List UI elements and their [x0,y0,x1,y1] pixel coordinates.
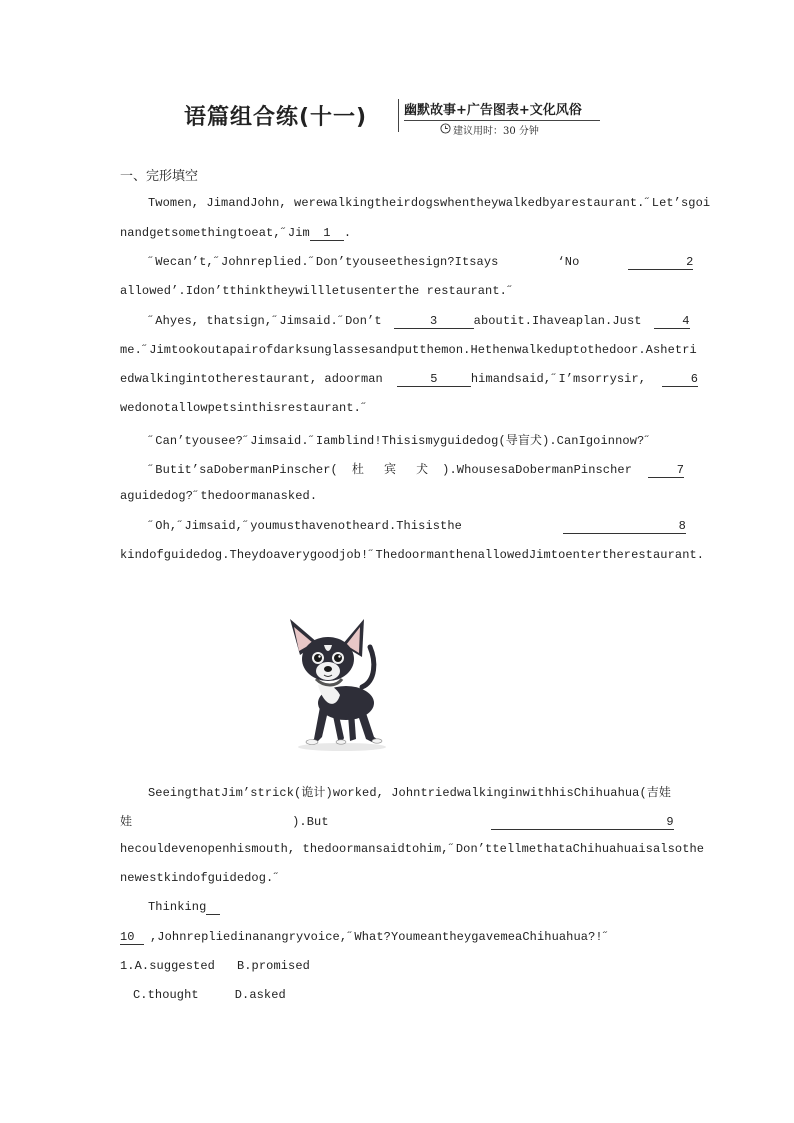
passage-text: aboutit.Ihaveaplan.Just [473,314,642,328]
question-1-row-2 [133,988,286,1002]
passage-text: ˝Oh,˝Jimsaid,˝youmusthavenotheard.Thisisthe [148,519,462,533]
passage-line-15 [120,812,674,830]
clock-icon [440,123,451,137]
passage-text: ˝Can’tyousee?˝Jimsaid.˝Iamblind!Thisismyguidedog( [148,434,506,448]
passage-line-11: aguidedog?˝thedoormanasked. [120,489,318,503]
passage-text: ‘No [557,255,580,269]
section-heading: 一、完形填空 [120,169,199,184]
option-c[interactable]: C.thought [133,988,199,1002]
passage-text-cn: 吉娃 [646,785,671,799]
passage-text: edwalkingintotherestaurant, adoorman [120,372,383,386]
blank-5: 5 [397,372,471,387]
blank-underline [206,900,220,915]
passage-line-1: Twomen, JimandJohn, werewalkingtheirdogswhentheywalkedbyarestaurant.˝Let’sgoi [148,196,711,210]
passage-text: nandgetsomethingtoeat,˝Jim [120,226,310,240]
passage-text-cn: 杜 [351,462,364,476]
header-divider [398,99,399,132]
blank-1: 1 [310,226,344,241]
blank-8: 8 [563,519,686,534]
blank-4: 4 [654,314,690,329]
blank-6: 6 [662,372,698,387]
passage-line-16: hecouldevenopenhismouth, thedoormansaidtohim,˝Don’ttellmethataChihuahuaisalsothe [120,842,705,856]
passage-line-9 [148,431,652,448]
passage-line-4: allowed’.Idon’tthinktheywillletusenterthe restaurant.˝ [120,284,515,298]
passage-line-5 [148,314,690,329]
passage-line-19 [120,930,610,945]
passage-line-8: wedonotallowpetsinthisrestaurant.˝ [120,401,369,415]
passage-line-10 [148,460,684,478]
passage-text-cn: 导盲犬 [505,433,543,447]
question-1-row-1 [120,959,310,973]
question-number: 1. [120,959,135,973]
time-suggestion [440,122,600,137]
passage-line-12 [148,519,686,534]
blank-10: 10 [120,930,144,945]
passage-line-3 [148,255,693,270]
option-b[interactable]: B.promised [236,959,310,973]
passage-text-cn: 犬 [416,462,429,476]
option-a[interactable]: A.suggested [134,959,215,973]
blank-7: 7 [648,463,684,478]
page-title: 语篇组合练(十一) [184,105,368,130]
passage-text-cn: 娃 [120,814,133,828]
passage-text: ˝Wecan’t,˝Johnreplied.˝Don’tyouseethesign?Itsays [148,255,499,269]
passage-text: ˝Butit’saDobermanPinscher( [148,463,338,477]
blank-3: 3 [394,314,474,329]
passage-text: SeeingthatJim’strick( [148,786,302,800]
passage-text: ˝Ahyes, thatsign,˝Jimsaid.˝Don’t [148,314,382,328]
passage-line-7 [120,372,698,387]
time-suggestion-text: 建议用时：30 分钟 [453,126,539,137]
passage-text-cn: 诡计 [301,785,326,799]
passage-text: )worked, JohntriedwalkinginwithhisChihuahua( [325,786,647,800]
section-subtitle: 幽默故事+广告图表+文化风俗 [404,99,600,121]
passage-line-14 [148,783,671,800]
header-info [404,99,600,137]
passage-text: ).CanIgoinnow?˝ [542,434,652,448]
passage-text: . [343,226,352,240]
passage-line-13: kindofguidedog.Theydoaverygoodjob!˝ThedoormanthenallowedJimtoentertherestaurant. [120,548,705,562]
passage-text-cn: 宾 [383,462,397,476]
passage-text: Thinking [148,900,207,914]
blank-2: 2 [628,255,693,270]
passage-text: himandsaid,˝I’msorrysir, [470,372,647,386]
passage-line-2 [120,226,351,241]
passage-line-17: newestkindofguidedog.˝ [120,871,281,885]
passage-text: ).But [292,815,329,829]
passage-line-6: me.˝Jimtookoutapairofdarksunglassesandputthemon.Hethenwalkeduptothedoor.Ashetri [120,343,697,357]
blank-9: 9 [491,815,674,830]
option-d[interactable]: D.asked [234,988,286,1002]
passage-text: ,Johnrepliedinanangryvoice,˝What?YoumeantheygavemeaChihuahua?!˝ [150,930,610,944]
passage-line-18 [148,900,220,915]
chihuahua-illustration [284,615,404,753]
passage-text: ).WhousesaDobermanPinscher [442,463,633,477]
